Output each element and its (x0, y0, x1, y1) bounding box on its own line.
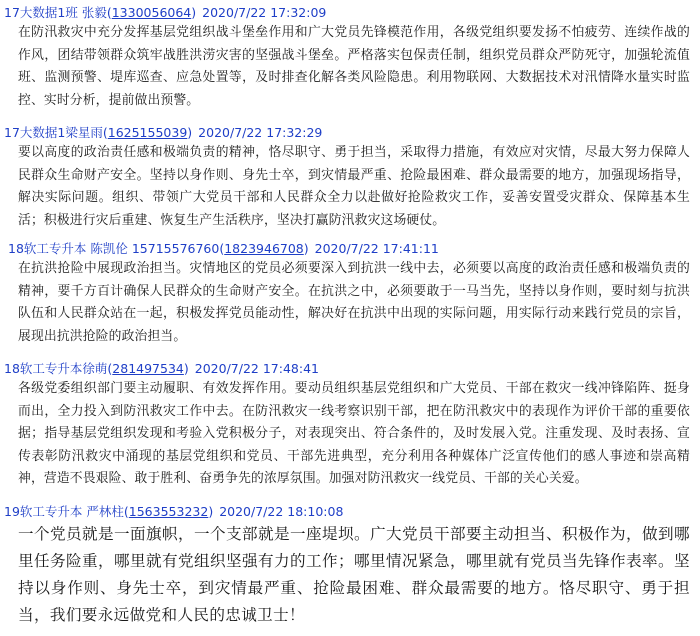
sender-name[interactable]: 17大数据1梁星雨 (4, 125, 103, 140)
message-text: 在抗洪抢险中展现政治担当。灾情地区的党员必须要深入到抗洪一线中去，必须要以高度的政治责任感和极端负责的精神，要千方百计确保人民群众的生命财产安全。在抗洪之中，必须要敢于一马当先，坚持以身作则，要时刻与抗洪队伍和人民群众站在一起，积极发挥党员能动性，解决好在抗洪中出现的实际问题，用实际行动来践行党员的宗旨，展现出抗洪抢险的政治担当。 (18, 261, 690, 344)
message-timestamp: 2020/7/22 17:32:29 (198, 125, 323, 140)
message-text: 各级党委组织部门要主动履职、有效发挥作用。要动员组织基层党组织和广大党员、干部在救灾一线冲锋陷阵、挺身而出，全力投入到防汛救灾工作中去。在防汛救灾一线考察识别干部，把在防汛救灾中的表现作为评价干部的重要依据；指导基层党组织发现和考验入党积极分子，对表现突出、符合条件的，及时发展入党。注重发现、及时表扬、宣传表彰防汛救灾中涌现的基层党组织和党员、干部先进典型，充分利用各种媒体广泛宣传他们的感人事迹和崇高精神，营造不畏艰险、敢于胜利、奋勇争先的浓厚氛围。加强对防汛救灾一线党员、干部的关心关爱。 (18, 381, 690, 486)
sender-qq-link[interactable]: 1563553232 (128, 504, 209, 519)
sender-qq-link[interactable]: 281497534 (112, 361, 184, 376)
sender-name[interactable]: 19软工专升本 严林柱 (4, 504, 124, 519)
message-timestamp: 2020/7/22 18:10:08 (219, 504, 344, 519)
chat-message (4, 124, 690, 240)
message-text: 在防汛救灾中充分发挥基层党组织战斗堡垒作用和广大党员先锋模范作用，各级党组织要发扬不怕疲劳、连续作战的作风，团结带领群众筑牢战胜洪涝灾害的坚强战斗堡垒。严格落实包保责任制，组织党员群众严防死守，加强轮流值班、监测预警、堤库巡查、应急处置等，及时排查化解各类风险隐患。利用物联网、大数据技术对汛情降水量实时监控、实时分析，提前做出预警。 (18, 25, 690, 108)
chat-message (4, 240, 690, 360)
message-timestamp: 2020/7/22 17:32:09 (202, 5, 327, 20)
chat-message (4, 4, 690, 124)
message-timestamp: 2020/7/22 17:41:11 (314, 241, 439, 256)
message-header: 19软工专升本 严林柱(1563553232) 2020/7/22 18:10:08 (4, 504, 344, 519)
chat-message (4, 360, 690, 503)
message-header: 17大数据1班 张毅(1330056064) 2020/7/22 17:32:09 (4, 5, 327, 20)
sender-qq-link[interactable]: 1625155039 (107, 125, 188, 140)
message-timestamp: 2020/7/22 17:48:41 (194, 361, 319, 376)
sender-qq-link[interactable]: 1330056064 (111, 5, 192, 20)
sender-qq-link[interactable]: 1823946708 (224, 241, 304, 256)
chat-message (4, 503, 690, 629)
sender-name[interactable]: 18软工专升本徐萌 (4, 361, 108, 376)
message-header: 17大数据1梁星雨(1625155039) 2020/7/22 17:32:29 (4, 125, 323, 140)
message-header: 18软工专升本 陈凯伦 15715576760(1823946708) 2020/7/22 17:41:11 (8, 241, 439, 256)
sender-name[interactable]: 18软工专升本 陈凯伦 15715576760 (8, 241, 220, 256)
sender-name[interactable]: 17大数据1班 张毅 (4, 5, 107, 20)
message-text: 一个党员就是一面旗帜，一个支部就是一座堤坝。广大党员干部要主动担当、积极作为，做到哪里任务险重，哪里就有党组织坚强有力的工作；哪里情况紧急，哪里就有党员当先锋作表率。坚持以身作则、身先士卒，到灾情最严重、抢险最困难、群众最需要的地方。恪尽职守、勇于担当，我们要永远做党和人民的忠诚卫士！ (18, 525, 690, 624)
message-text: 要以高度的政治责任感和极端负责的精神，恪尽职守、勇于担当，采取得力措施，有效应对灾情，尽最大努力保障人民群众生命财产安全。坚持以身作则、身先士卒，到灾情最严重、抢险最困难、群众最需要的地方，加强现场指导，解决实际问题。组织、带领广大党员干部和人民群众全力以赴做好抢险救灾工作，妥善安置受灾群众、保障基本生活；积极进行灾后重建、恢复生产生活秩序，坚决打赢防汛救灾这场硬仗。 (18, 145, 690, 228)
message-header: 18软工专升本徐萌(281497534) 2020/7/22 17:48:41 (4, 361, 319, 376)
